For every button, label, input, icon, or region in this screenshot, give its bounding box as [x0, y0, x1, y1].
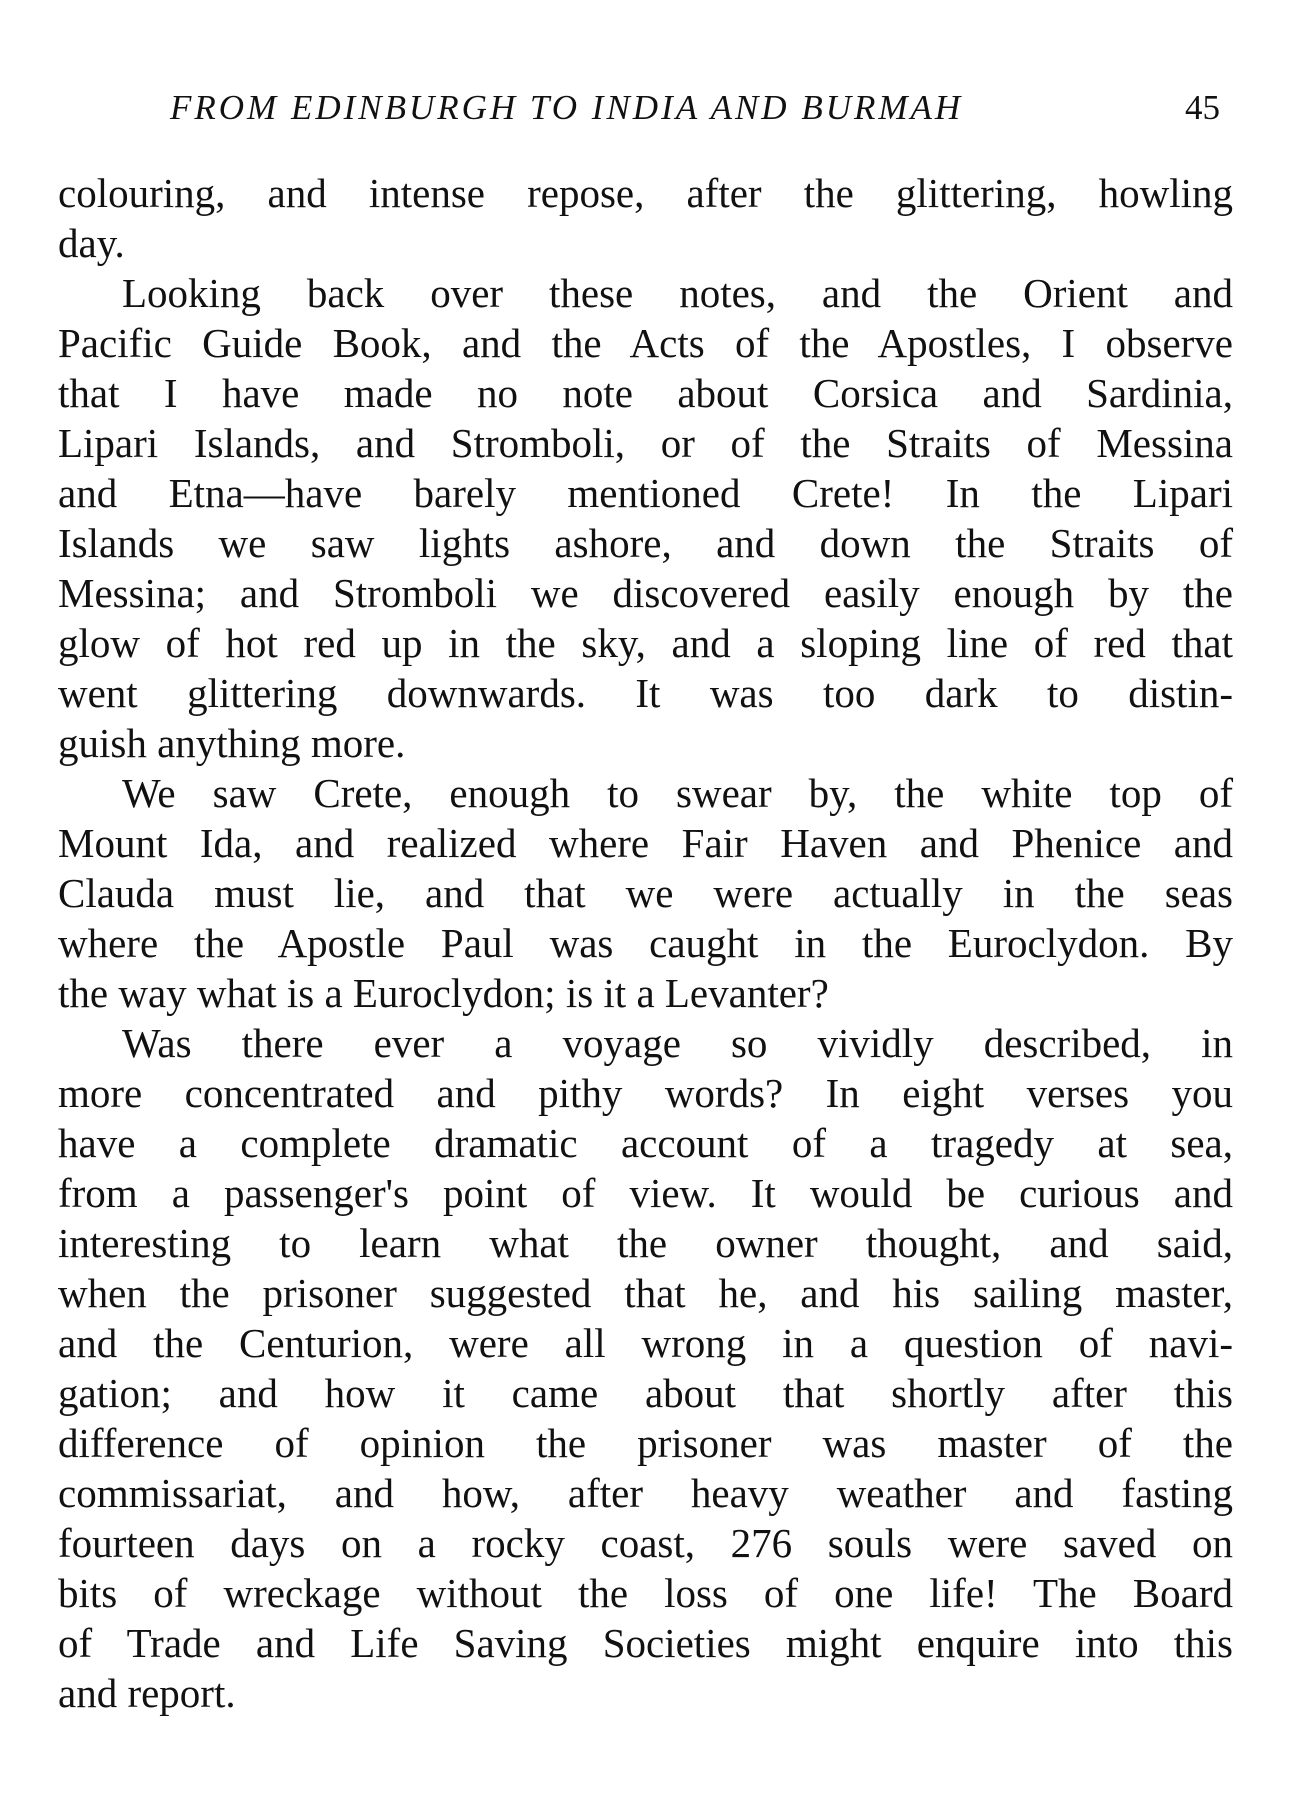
paragraph-first-line: We saw Crete, enough to swear by, the white top of — [122, 770, 1233, 816]
text-line: where the Apostle Paul was caught in the Euroclydon. By — [58, 920, 1233, 966]
paragraph-first-line: Was there ever a voyage so vividly described, in — [122, 1020, 1233, 1066]
text-line: Lipari Islands, and Stromboli, or of the Straits of Messina — [58, 420, 1233, 466]
text-line: when the prisoner suggested that he, and his sailing master, — [58, 1270, 1233, 1316]
page-header — [170, 88, 1220, 138]
text-line: commissariat, and how, after heavy weather and fasting — [58, 1470, 1233, 1516]
text-line: Islands we saw lights ashore, and down the Straits of — [58, 520, 1233, 566]
text-line: Clauda must lie, and that we were actually in the seas — [58, 870, 1233, 916]
text-line: from a passenger's point of view. It would be curious and — [58, 1170, 1233, 1216]
text-line: interesting to learn what the owner thought, and said, — [58, 1220, 1233, 1266]
text-line: and the Centurion, were all wrong in a question of navi- — [58, 1320, 1233, 1366]
text-line: day. — [58, 220, 125, 266]
text-line: more concentrated and pithy words? In eight verses you — [58, 1070, 1233, 1116]
text-line: difference of opinion the prisoner was master of the — [58, 1420, 1233, 1466]
text-line: of Trade and Life Saving Societies might enquire into this — [58, 1620, 1233, 1666]
text-line: Messina; and Stromboli we discovered easily enough by the — [58, 570, 1233, 616]
text-line: went glittering downwards. It was too dark to distin- — [58, 670, 1233, 716]
text-line: fourteen days on a rocky coast, 276 souls were saved on — [58, 1520, 1233, 1566]
text-line: colouring, and intense repose, after the glittering, howling — [58, 170, 1233, 216]
running-title: FROM EDINBURGH TO INDIA AND BURMAH — [170, 88, 964, 127]
text-line: the way what is a Euroclydon; is it a Levanter? — [58, 970, 829, 1016]
text-line: that I have made no note about Corsica and Sardinia, — [58, 370, 1233, 416]
text-line: Pacific Guide Book, and the Acts of the Apostles, I observe — [58, 320, 1233, 366]
paragraph-first-line: Looking back over these notes, and the Orient and — [122, 270, 1233, 316]
text-line: bits of wreckage without the loss of one life! The Board — [58, 1570, 1233, 1616]
text-line: guish anything more. — [58, 720, 406, 766]
text-line: have a complete dramatic account of a tragedy at sea, — [58, 1120, 1233, 1166]
text-line: and report. — [58, 1670, 236, 1716]
text-line: and Etna—have barely mentioned Crete! In the Lipari — [58, 470, 1233, 516]
page-number: 45 — [1185, 88, 1220, 127]
text-line: Mount Ida, and realized where Fair Haven and Phenice and — [58, 820, 1233, 866]
text-line: glow of hot red up in the sky, and a sloping line of red that — [58, 620, 1233, 666]
body-text — [58, 168, 1233, 1718]
text-line: gation; and how it came about that shortly after this — [58, 1370, 1233, 1416]
